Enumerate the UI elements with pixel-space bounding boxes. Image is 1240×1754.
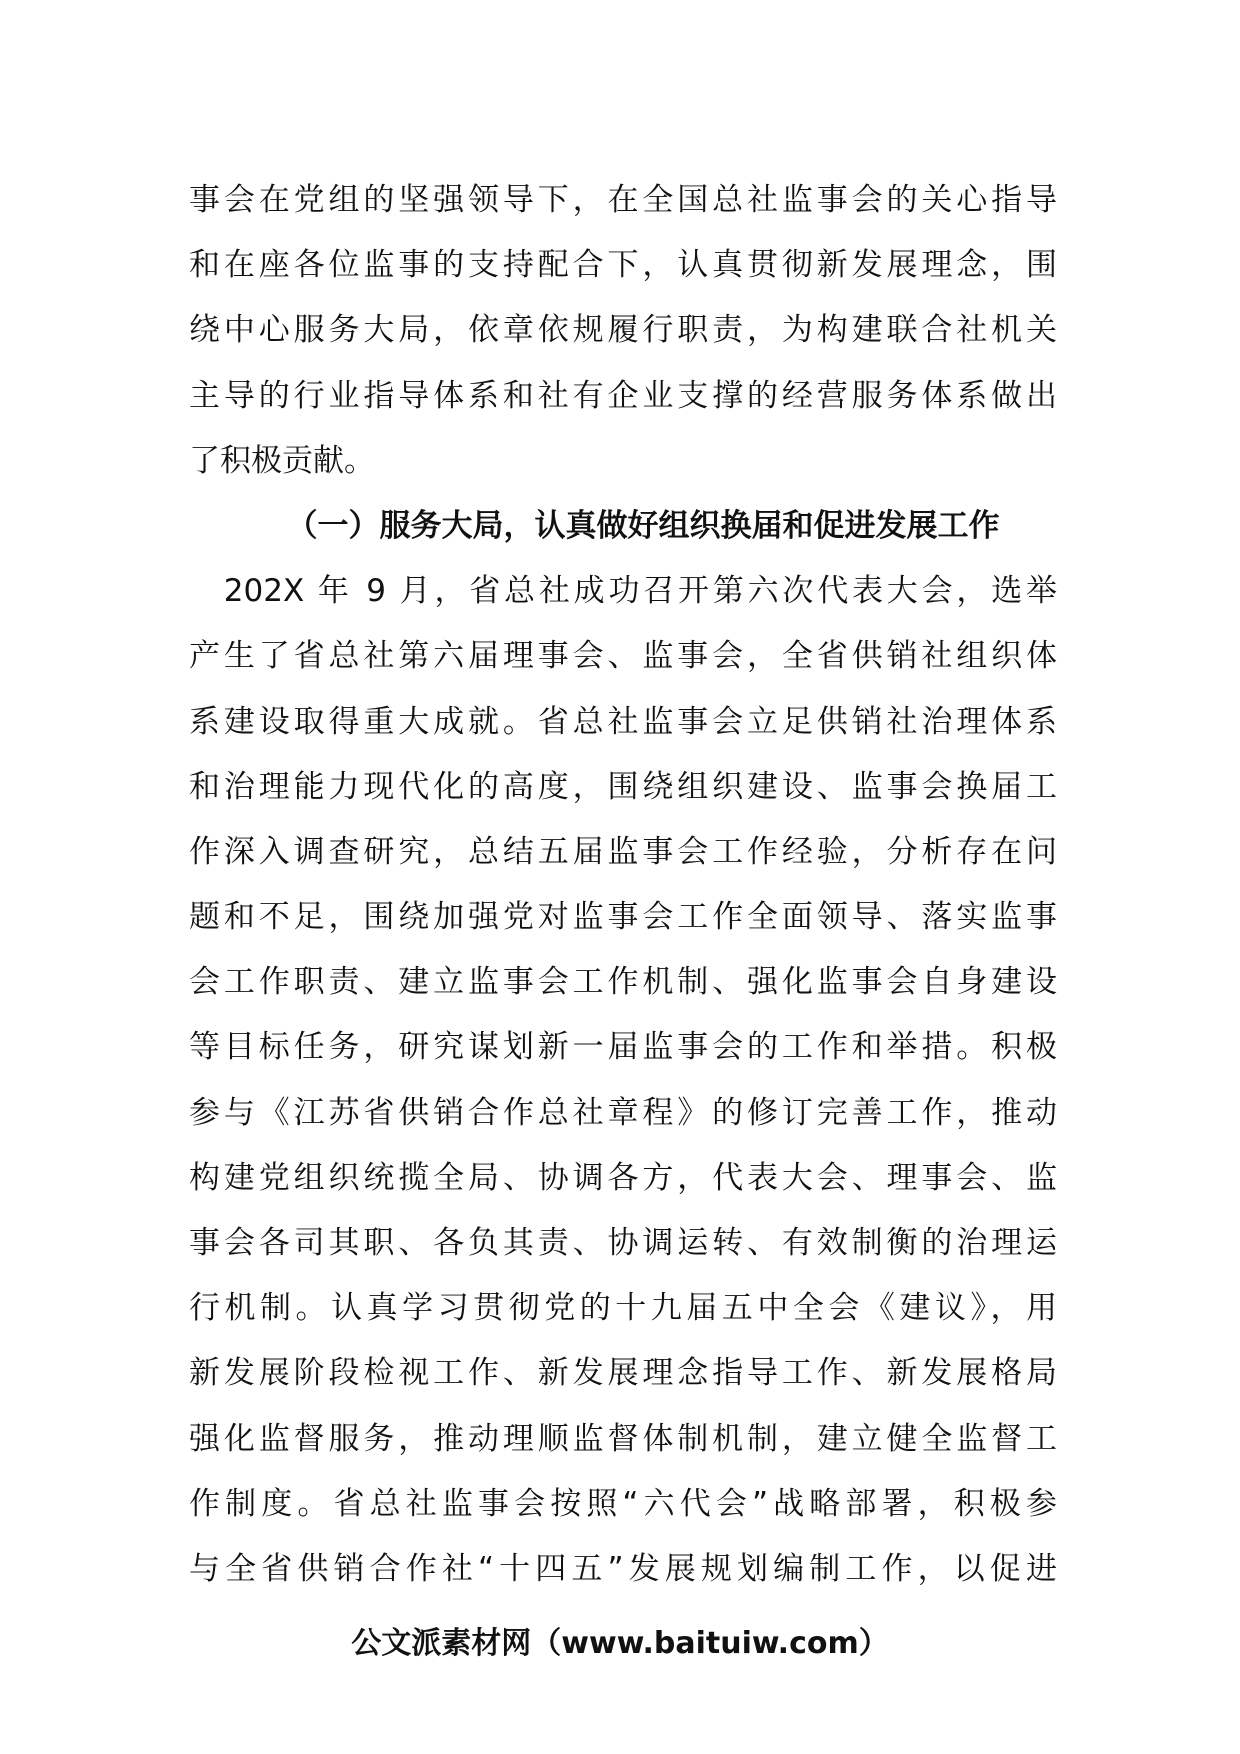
text-line: 构建党组织统揽全局、协调各方，代表大会、理事会、监: [189, 1159, 1057, 1196]
text-line: 参与《江苏省供销合作总社章程》的修订完善工作，推动: [189, 1094, 1057, 1131]
text-line: 行机制。认真学习贯彻党的十九届五中全会《建议》，用: [189, 1290, 1057, 1327]
document-body: [189, 168, 1057, 1602]
text-line: 新发展阶段检视工作、新发展理念指导工作、新发展格局: [189, 1355, 1057, 1392]
text-line: 强化监督服务，推动理顺监督体制机制，建立健全监督工: [189, 1420, 1057, 1457]
text-line: 作制度。省总社监事会按照“六代会”战略部署，积极参: [189, 1485, 1057, 1522]
text-line: 产生了省总社第六届理事会、监事会，全省供销社组织体: [189, 638, 1057, 675]
text-line: 绕中心服务大局，依章依规履行职责，为构建联合社机关: [189, 312, 1057, 349]
text-line: 与全省供销合作社“十四五”发展规划编制工作，以促进: [189, 1550, 1057, 1587]
paragraph-2: [189, 559, 1057, 1602]
footer-watermark: 公文派素材网（www.baituiw.com）: [351, 1626, 889, 1661]
paragraph-1: [189, 168, 1057, 494]
text-line: 作深入调查研究，总结五届监事会工作经验，分析存在问: [189, 833, 1057, 870]
text-line: 了积极贡献。: [189, 442, 375, 479]
text-line: 202X 年 9 月，省总社成功召开第六次代表大会，选举: [189, 573, 1057, 610]
text-line: 主导的行业指导体系和社有企业支撑的经营服务体系做出: [189, 377, 1057, 414]
text-line: 题和不足，围绕加强党对监事会工作全面领导、落实监事: [189, 899, 1057, 936]
text-line: 会工作职责、建立监事会工作机制、强化监事会自身建设: [189, 964, 1057, 1001]
text-line: 事会在党组的坚强领导下，在全国总社监事会的关心指导: [189, 182, 1057, 218]
text-line: 系建设取得重大成就。省总社监事会立足供销社治理体系: [189, 703, 1057, 740]
text-line: 和治理能力现代化的高度，围绕组织建设、监事会换届工: [189, 768, 1057, 805]
section-heading: （一）服务大局，认真做好组织换届和促进发展工作: [286, 507, 1000, 544]
text-line: 等目标任务，研究谋划新一届监事会的工作和举措。积极: [189, 1029, 1057, 1066]
text-line: 事会各司其职、各负其责、协调运转、有效制衡的治理运: [189, 1225, 1057, 1261]
text-line: 和在座各位监事的支持配合下，认真贯彻新发展理念，围: [189, 247, 1057, 284]
